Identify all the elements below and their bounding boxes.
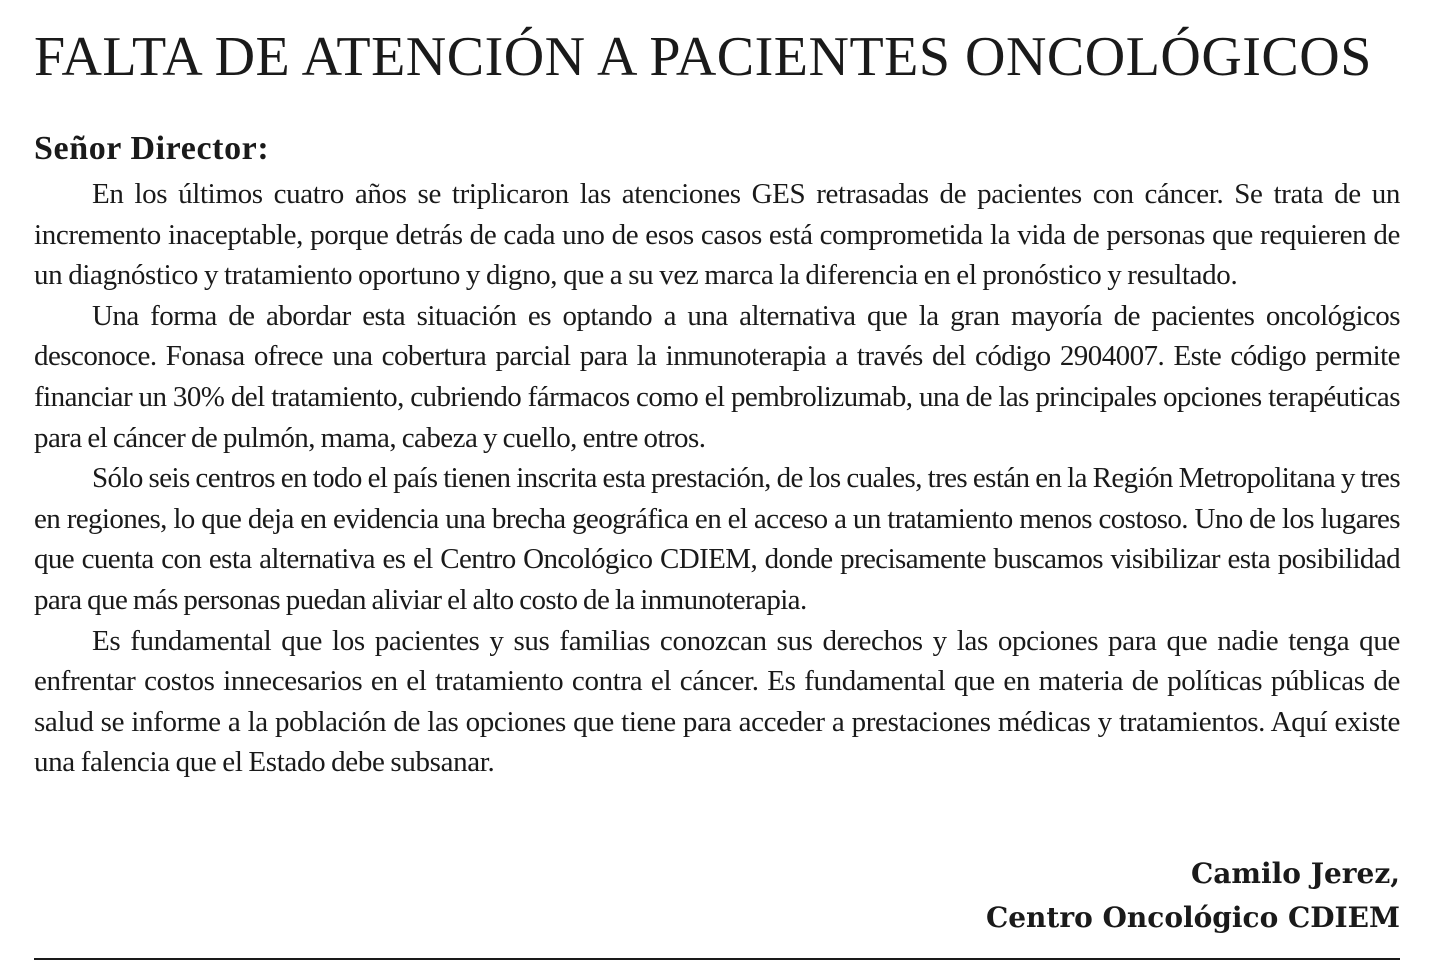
paragraph-4: Es fundamental que los pacientes y sus familias conozcan sus derechos y las opciones para que nadie tenga que enfrentar costos innecesarios en el tratamiento contra el cáncer. Es fundamental que en materia de políticas públicas de salud se informe a la población de las opciones que tiene para acceder a prestaciones médicas y tratamientos. Aquí existe una falencia que el Estado debe subsanar. bbox=[34, 624, 1400, 779]
letter-article bbox=[34, 0, 1400, 964]
signature bbox=[986, 852, 1400, 940]
letter-body bbox=[34, 174, 1400, 783]
signature-name: Camilo Jerez, bbox=[1190, 857, 1400, 890]
paragraph-3: Sólo seis centros en todo el país tienen inscrita esta prestación, de los cuales, tres están en la Región Metropolitana y tres en regiones, lo que deja en evidencia una brecha geográfica en el acceso a un tratamiento menos costoso. Uno de los lugares que cuenta con esta alternativa es el Centro Oncológico CDIEM, donde precisamente buscamos visibilizar esta posibilidad para que más personas puedan aliviar el alto costo de la inmunoterapia. bbox=[34, 462, 1400, 616]
signature-organization: Centro Oncológico CDIEM bbox=[985, 901, 1400, 934]
paragraph-1: En los últimos cuatro años se triplicaron las atenciones GES retrasadas de pacientes con cáncer. Se trata de un incremento inaceptable, porque detrás de cada uno de esos casos está comprometida la vida de personas que requieren de un diagnóstico y tratamiento oportuno y digno, que a su vez marca la diferencia en el pronóstico y resultado. bbox=[34, 178, 1400, 292]
paragraph-2: Una forma de abordar esta situación es optando a una alternativa que la gran mayoría de pacientes oncológicos desconoce. Fonasa ofrece una cobertura parcial para la inmunoterapia a través del código 2904007. Este código permite financiar un 30% del tratamiento, cubriendo fármacos como el pembrolizumab, una de las principales opciones terapéuticas para el cáncer de pulmón, mama, cabeza y cuello, entre otros. bbox=[34, 299, 1400, 454]
bottom-divider bbox=[34, 958, 1400, 960]
headline: FALTA DE ATENCIÓN A PACIENTES ONCOLÓGICOS bbox=[34, 26, 1372, 88]
salutation: Señor Director: bbox=[34, 130, 270, 167]
